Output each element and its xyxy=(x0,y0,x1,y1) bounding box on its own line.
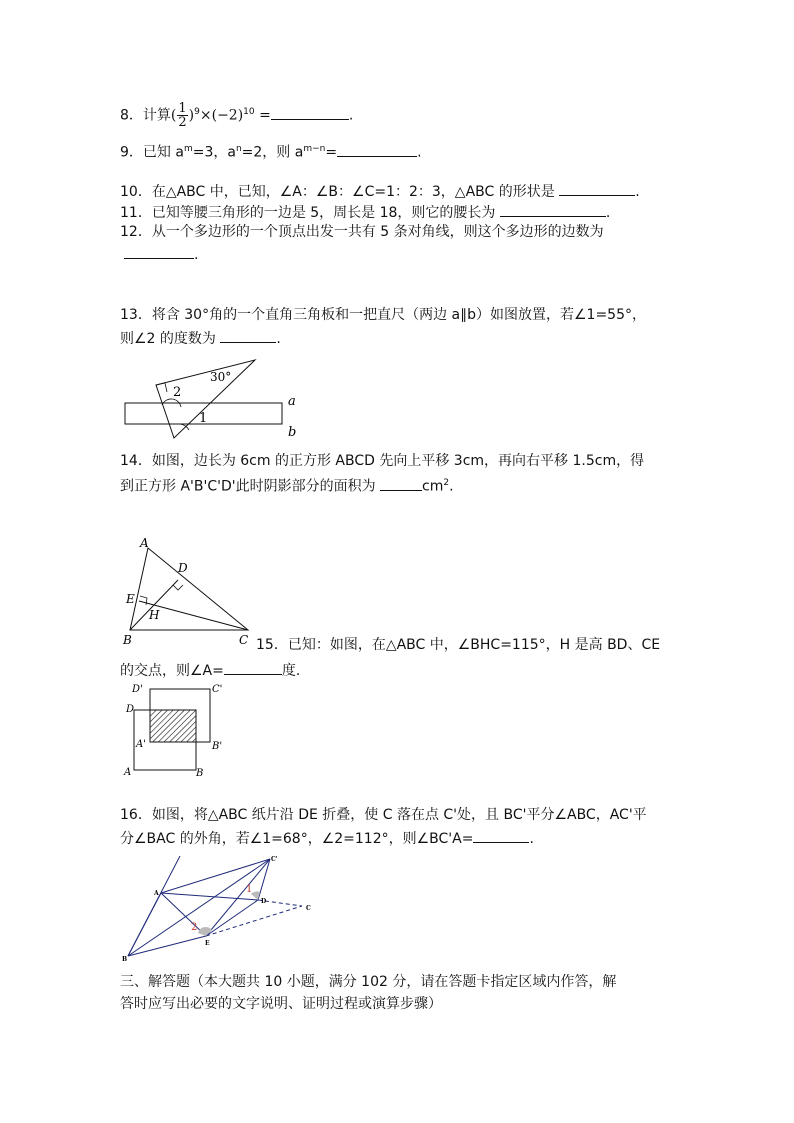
question-13 xyxy=(120,305,646,325)
figure-16 xyxy=(120,850,320,962)
q8-exp1: 9 xyxy=(194,107,200,117)
label-D: D xyxy=(178,561,188,575)
q9-exp-m: m xyxy=(183,144,193,154)
question-16-cont xyxy=(120,827,534,849)
q8-frac-den: 2 xyxy=(178,115,187,131)
q16-answer-blank[interactable] xyxy=(473,827,529,843)
label-2: 2 xyxy=(191,922,198,933)
q14-line1: 14．如图，边长为 6cm 的正方形 ABCD 先向上平移 3cm，再向右平移 1.5cm，得 xyxy=(120,453,645,469)
q15-line2: 的交点，则∠A= xyxy=(120,663,224,679)
figure-13 xyxy=(118,355,308,445)
q9-exp-n: n xyxy=(235,144,242,154)
right-angle-d xyxy=(173,585,183,590)
q15-answer-blank[interactable] xyxy=(224,659,282,675)
angle-2-mark xyxy=(198,927,212,936)
q13-end: . xyxy=(276,331,281,347)
q10-end: . xyxy=(635,184,640,200)
q8-paren-close: ) xyxy=(188,107,195,124)
q16-end: . xyxy=(529,831,534,847)
question-11 xyxy=(120,201,610,223)
shaded-overlap xyxy=(150,710,196,742)
section3-line1: 三、解答题（本大题共 10 小题，满分 102 分，请在答题卡指定区域内作答，解 xyxy=(120,974,617,990)
question-10 xyxy=(120,180,640,202)
label-E: E xyxy=(126,592,135,606)
label-Cp: C' xyxy=(271,856,278,863)
side-bcp xyxy=(128,859,270,956)
label-A: A xyxy=(154,890,159,897)
question-16 xyxy=(120,805,647,825)
q9-part3: =2，则 a xyxy=(241,144,304,161)
q16-line1: 16．如图，将△ABC 纸片沿 DE 折叠，使 C 落在点 C'处，且 BC'平分∠ABC，AC'平 xyxy=(120,807,647,823)
section-3-heading-cont xyxy=(120,994,442,1014)
q8-prefix: 8．计算 xyxy=(120,107,171,124)
right-angle-e xyxy=(140,596,147,605)
label-D: D xyxy=(261,898,267,905)
label-2: 2 xyxy=(173,385,182,400)
q9-answer-blank[interactable] xyxy=(337,141,417,157)
q8-fraction xyxy=(177,102,187,129)
label-1: 1 xyxy=(246,884,253,895)
q9-prefix: 9．已知 a xyxy=(120,144,184,161)
label-C: C xyxy=(306,905,311,912)
label-B: B xyxy=(122,956,128,963)
label-Ap: A' xyxy=(136,739,146,750)
q8-mid: ×(−2) xyxy=(199,107,244,124)
figure-15 xyxy=(118,535,258,650)
label-a: a xyxy=(288,394,296,409)
question-14-cont xyxy=(120,473,454,497)
label-C: C xyxy=(239,633,249,647)
label-A: A xyxy=(124,767,132,778)
label-b: b xyxy=(288,425,297,440)
section3-line2: 答时应写出必要的文字说明、证明过程或演算步骤） xyxy=(120,996,442,1012)
q13-line2: 则∠2 的度数为 xyxy=(120,331,221,347)
dashed-ec xyxy=(206,906,302,936)
q8-frac-num: 1 xyxy=(178,101,187,117)
q11-answer-blank[interactable] xyxy=(500,201,606,217)
q9-part4: = xyxy=(325,144,338,161)
line-cpd xyxy=(258,859,270,900)
q16-line2: 分∠BAC 的外角，若∠1=68°，∠2=112°，则∠BC'A= xyxy=(120,831,474,847)
label-D: D xyxy=(126,704,135,715)
question-12-cont xyxy=(124,243,198,265)
q12-answer-blank[interactable] xyxy=(124,243,194,259)
q14-unit: cm xyxy=(422,478,444,495)
label-Cp: C' xyxy=(212,684,223,695)
q14-line2: 到正方形 A'B'C'D'此时阴影部分的面积为 xyxy=(120,478,381,495)
question-14 xyxy=(120,451,644,471)
side-acp xyxy=(161,859,270,893)
q11-end: . xyxy=(605,205,611,221)
q14-unit-exp: 2 xyxy=(443,478,450,488)
side-be xyxy=(128,936,206,956)
q8-end: . xyxy=(348,107,354,124)
label-Dp: D' xyxy=(132,684,143,695)
q10-text: 10．在△ABC 中，已知，∠A：∠B：∠C=1：2：3，△ABC 的形状是 xyxy=(120,184,560,200)
q13-answer-blank[interactable] xyxy=(220,327,276,343)
question-15-cont xyxy=(120,659,300,681)
q10-answer-blank[interactable] xyxy=(559,180,635,196)
label-E: E xyxy=(205,940,210,947)
q14-end: . xyxy=(449,478,454,495)
question-12 xyxy=(120,222,604,242)
q13-line1: 13．将含 30°角的一个直角三角板和一把直尺（两边 a∥b）如图放置，若∠1=55°， xyxy=(120,307,646,323)
q14-answer-blank[interactable] xyxy=(380,475,422,491)
question-9 xyxy=(120,139,422,163)
label-30: 30° xyxy=(210,370,232,384)
label-B: B xyxy=(196,768,204,779)
label-1: 1 xyxy=(199,411,208,426)
figure-14 xyxy=(118,680,228,780)
question-15 xyxy=(256,635,660,655)
label-B: B xyxy=(123,633,132,647)
q12-line1: 12．从一个多边形的一个顶点出发一共有 5 条对角线，则这个多边形的边数为 xyxy=(120,224,604,240)
q15-end: 度. xyxy=(281,663,301,679)
q11-text: 11．已知等腰三角形的一边是 5，周长是 18，则它的腰长为 xyxy=(120,205,500,221)
q15-line1: 15．已知：如图，在△ABC 中，∠BHC=115°，H 是高 BD、CE xyxy=(256,637,661,653)
line-ad xyxy=(161,893,258,900)
q12-end: . xyxy=(194,247,199,263)
line-ae xyxy=(161,893,206,936)
label-A: A xyxy=(140,536,149,550)
question-8 xyxy=(120,102,353,129)
q9-exp-mn: m−n xyxy=(303,144,326,154)
q8-answer-blank[interactable] xyxy=(271,104,349,120)
label-H: H xyxy=(149,608,160,622)
triangle-abc xyxy=(130,548,248,630)
q9-part2: =3，a xyxy=(192,144,236,161)
section-3-heading xyxy=(120,972,616,992)
q8-exp2: 10 xyxy=(243,107,255,117)
q8-paren-open: ( xyxy=(170,107,177,124)
q8-eq: = xyxy=(254,107,271,124)
question-13-cont xyxy=(120,327,281,349)
q9-end: . xyxy=(417,144,422,161)
side-ab xyxy=(128,893,161,956)
label-Bp: B' xyxy=(212,741,223,752)
